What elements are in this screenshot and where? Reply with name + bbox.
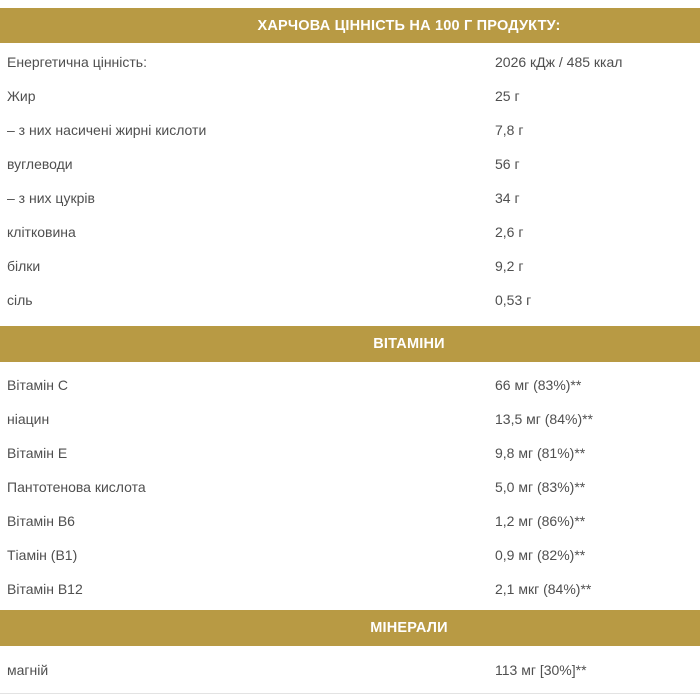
- row-label: – з них цукрів: [7, 190, 95, 206]
- bottom-divider: [0, 693, 700, 694]
- table-row: [0, 147, 700, 181]
- row-label: Вітамін B6: [7, 513, 75, 529]
- table-row: [0, 79, 700, 113]
- row-label: сіль: [7, 292, 33, 308]
- section-header-band: [0, 610, 700, 646]
- row-label: білки: [7, 258, 41, 274]
- section-rows: [0, 653, 700, 687]
- row-label: Вітамін C: [7, 377, 68, 393]
- table-body: [0, 45, 700, 687]
- row-value: 9,2 г: [495, 258, 524, 274]
- row-label: вуглеводи: [7, 156, 73, 172]
- row-label: Жир: [7, 88, 36, 104]
- row-value: 34 г: [495, 190, 520, 206]
- row-value: 1,2 мг (86%)**: [495, 513, 586, 529]
- table-row: [0, 504, 700, 538]
- table-row: [0, 538, 700, 572]
- row-value: 2026 кДж / 485 ккал: [495, 54, 623, 70]
- row-value: 56 г: [495, 156, 520, 172]
- row-value: 66 мг (83%)**: [495, 377, 582, 393]
- table-section: [0, 610, 700, 687]
- table-row: [0, 45, 700, 79]
- table-row: [0, 368, 700, 402]
- table-row: [0, 181, 700, 215]
- row-label: магній: [7, 662, 49, 678]
- row-value: 7,8 г: [495, 122, 524, 138]
- row-value: 2,6 г: [495, 224, 524, 240]
- row-value: 0,9 мг (82%)**: [495, 547, 586, 563]
- table-row: [0, 402, 700, 436]
- table-row: [0, 572, 700, 606]
- section-rows: [0, 368, 700, 606]
- table-header-band: [0, 8, 700, 43]
- section-title: МІНЕРАЛИ: [370, 620, 448, 636]
- row-value: 0,53 г: [495, 292, 532, 308]
- table-header-title: ХАРЧОВА ЦІННІСТЬ НА 100 Г ПРОДУКТУ:: [257, 17, 561, 34]
- row-label: ніацин: [7, 411, 50, 427]
- row-label: Пантотенова кислота: [7, 479, 146, 495]
- row-value: 2,1 мкг (84%)**: [495, 581, 592, 597]
- row-value: 113 мг [30%]**: [495, 662, 587, 678]
- table-row: [0, 470, 700, 504]
- section-title: ВІТАМІНИ: [373, 336, 445, 352]
- row-value: 25 г: [495, 88, 520, 104]
- table-row: [0, 436, 700, 470]
- table-row: [0, 283, 700, 317]
- row-label: Тіамін (B1): [7, 547, 78, 563]
- section-rows: [0, 45, 700, 317]
- row-label: – з них насичені жирні кислоти: [7, 122, 207, 138]
- row-label: Енергетична цінність:: [7, 54, 147, 70]
- section-header-band: [0, 326, 700, 362]
- table-row: [0, 653, 700, 687]
- table-row: [0, 215, 700, 249]
- table-row: [0, 113, 700, 147]
- table-row: [0, 249, 700, 283]
- table-section: [0, 45, 700, 317]
- row-label: Вітамін B12: [7, 581, 83, 597]
- row-label: клітковина: [7, 224, 76, 240]
- table-section: [0, 326, 700, 606]
- row-value: 5,0 мг (83%)**: [495, 479, 586, 495]
- row-value: 13,5 мг (84%)**: [495, 411, 593, 427]
- row-value: 9,8 мг (81%)**: [495, 445, 586, 461]
- row-label: Вітамін E: [7, 445, 68, 461]
